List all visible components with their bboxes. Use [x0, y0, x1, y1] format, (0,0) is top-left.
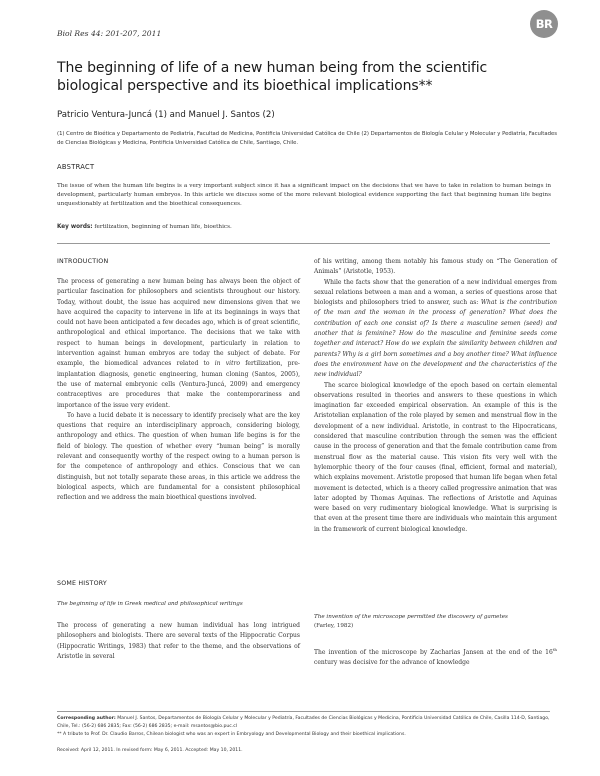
corresponding-text: Manuel J. Santos, Departamentos de Biología Celular y Molecular y Pediatría, Facultades de Ciencias Biológicas y Medicina, Pontificia Universidad Católica de Chile, Casilla 114-D, Santiago, Chile, Tel.: (56-2) 686 2835; Fax: (56-2) 686 2835; e-mail: msantos@bio.puc.cl: [57, 716, 550, 729]
intro-p1-text-cont: fertilization, pre-implantation diagnosis, genetic engineering, human cloning (Santos, 2005), the use of maternal embryonic cells (Ventura-Juncá, 2009) and emergency contraceptives are procedures that make the contemporariness and importance of the issue very evident.: [57, 360, 300, 409]
article-authors: Patricio Ventura-Juncá (1) and Manuel J. Santos (2): [57, 110, 275, 120]
microscope-subheading-cite: (Farley, 1982): [314, 623, 354, 629]
received-dates: Received: April 12, 2011. In revised form: May 6, 2011. Accepted: May 10, 2011.: [57, 748, 243, 753]
article-title: The beginning of life of a new human being from the scientific biological perspective and its bioethical implications**: [57, 60, 488, 94]
abstract-heading: ABSTRACT: [57, 163, 95, 171]
intro-p1-italic: in vitro: [214, 360, 240, 368]
abstract-text: The issue of when the human life begins is a very important subject since it has a significant impact on the decisions that we have to take in relation to human beings in development, particularly human embryos. In this article we discuss some of the more relevant biological evidence supporting the fact that beginning human life begins unquestionably at fertilization and the bioethical consequences.: [57, 183, 551, 207]
journal-citation: Biol Res 44: 201-207, 2011: [57, 29, 162, 38]
author-affiliations: (1) Centro de Bioética y Departamento de Pediatría, Facultad de Medicina, Pontificia Universidad Católica de Chile (2) Departamentos de Biología Celular y Molecular y Pediatría, Facultades de Ciencias Biológicas y Medicina, Pontificia Universidad Católica de Chile, Santiago, Chile.: [57, 131, 558, 146]
questions-paragraph: [314, 278, 557, 381]
footer-divider: [57, 711, 550, 712]
tribute-note: ** A tribute to Prof. Dr. Claudio Barros, Chilean biologist who was an expert in Embryology and Developmental Biology and their bioethical implications.: [57, 732, 406, 737]
aristotle-paragraph: The scarce biological knowledge of the epoch based on certain elemental observations resulted in theories and answers to these questions in which imagination far exceeded empirical observation. An example of this is the Aristotelian explanation of the role played by semen and menstrual flow in the development of a new individual. Aristotle, in contrast to the Hipocraticans, considered that masculine contribution through the semen was the efficient cause in the process of generation and that the female contribution came from menstrual flow as the material cause. This vision fits very well with the hylemorphic theory of the four causes (final, efficient, formal and material), which explains movement. Aristotle proposed that human life began when fetal movement is detected, which is a theory called progressive animation that was later adopted by Thomas Aquinas. The reflections of Aristotle and Aquinas were based on very rudimentary biological knowledge. What is surprising is that even at the present time there are individuals who maintain this argument in the framework of current biological knowledge.: [314, 381, 557, 533]
keywords-list: fertilization, beginning of human life, bioethics.: [94, 224, 232, 230]
ordinal-superscript: th: [552, 647, 557, 652]
microscope-subheading: [314, 614, 557, 629]
header-divider: [57, 243, 550, 244]
keywords-label: Key words:: [57, 224, 93, 230]
history-heading: SOME HISTORY: [57, 580, 107, 587]
corresponding-author-note: [57, 715, 557, 730]
microscope-body: [314, 645, 557, 669]
microscope-paragraph: [314, 645, 557, 669]
questions-italic: What is the contribution of the man and the woman in the process of generation? What does the contribution of each one consist of? Is there a masculine semen (seed) and another that is feminine? How do the masculine and feminine seeds come together and interact? How do we explain the similarity between children and parents? Why is a girl born sometimes and a boy another time? What influence does the environment have on the development and the characteristics of the new individual?: [314, 299, 557, 379]
microscope-subheading-text: The invention of the microscope permitted the discovery of gametes: [314, 614, 508, 620]
corresponding-label: Corresponding author:: [57, 716, 116, 721]
right-column-body: [314, 257, 557, 535]
history-paragraph-1: The process of generating a new human individual has long intrigued philosophers and biologists. There are several texts of the Hippocratic Corpus (Hippocratic Writings, 1983) that refer to the theme, and the observations of Aristotle in several: [57, 622, 300, 660]
history-subheading: The beginning of life in Greek medical and philosophical writings: [57, 601, 243, 607]
microscope-p-text: The invention of the microscope by Zacharias Jansen at the end of the 16: [314, 649, 553, 656]
intro-paragraph-1: [57, 277, 300, 411]
introduction-heading: INTRODUCTION: [57, 258, 109, 265]
history-body: [57, 621, 300, 662]
journal-logo: BR: [530, 10, 558, 38]
questions-intro: While the facts show that the generation of a new individual emerges from sexual relations between a man and a woman, a series of questions arose that biologists and philosophers tried to answer, such as:: [314, 278, 557, 307]
introduction-body: [57, 277, 300, 504]
intro-paragraph-2: To have a lucid debate it is necessary to identify precisely what are the key questions that require an interdisciplinary approach, considering biology, anthropology and ethics. The question of when human life begins is for the field of biology. The question of whether every “human being” is morally relevant and consequently worthy of the respect owing to a human person is for the competence of anthropology and ethics. Conscious that we can distinguish, but not totally separate these areas, in this article we address the biological aspects, which are fundamental for a consistent philosophical reflection and we address the main bioethical questions involved.: [57, 411, 300, 502]
intro-p1-text: The process of generating a new human being has always been the object of particular fascination for philosophers and scientists throughout our history. Today, without doubt, the issue has acquired new dimensions given that we have acquired the capacity to intervene in life at its beginnings in ways that could not have been anticipated a few decades ago, which is of great scientific, anthropological and ethical importance. The decisions that we take with respect to human beings in development, particularly in relation to intervention against human embryos are today the subject of debate. For example, the biomedical advances related to: [57, 278, 300, 368]
microscope-p-text-cont: century was decisive for the advance of knowledge: [314, 659, 470, 667]
continued-paragraph: of his writing, among them notably his famous study on “The Generation of Animals” (Aristotle, 1953).: [314, 258, 557, 276]
keywords-line: [57, 224, 551, 230]
